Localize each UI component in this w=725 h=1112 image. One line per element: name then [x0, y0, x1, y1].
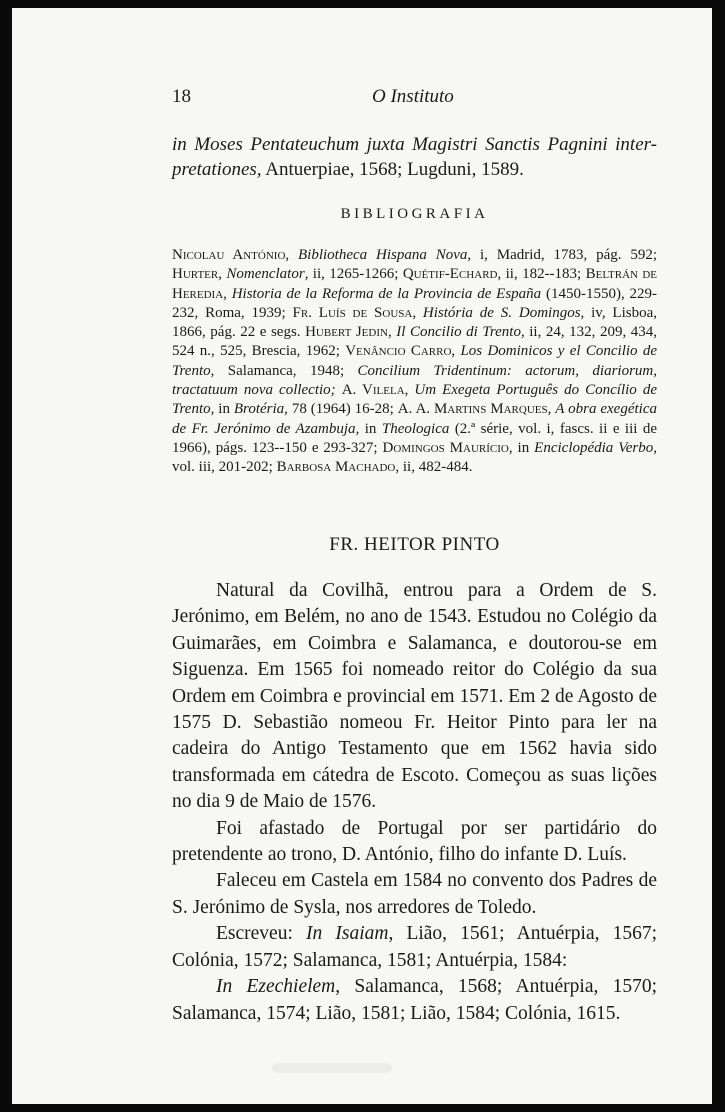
bib-title: Concilium Tridentinum: actorum, diariorum, tractatuum nova collectio; [172, 362, 657, 399]
works-title: In Ezechielem [216, 976, 336, 998]
bib-separator: , [395, 459, 403, 476]
bib-title: Bibliotheca Hispana Nova [298, 247, 468, 263]
continuation-title-line2: pretationes, [172, 159, 262, 180]
bib-separator: , [497, 266, 506, 283]
bib-details: (2.ª série, vol. i, fascs. ii e iii de 1966), págs. 123--150 e 293-327; [172, 420, 658, 456]
bib-details: , ii, 1265-1266; [304, 266, 403, 283]
bib-details: , 78 (1964) 16-28; [284, 401, 398, 418]
bibliography-text [172, 246, 657, 478]
bib-separator: , [547, 401, 556, 418]
bib-author: Hubert Jedin [305, 324, 388, 341]
bib-author: Hurter [172, 266, 219, 283]
biography-paragraph: Faleceu em Castela em 1584 no convento dos Padres de S. Jerónimo de Sysla, nos arredores de Toledo. [172, 870, 657, 918]
biography [172, 578, 657, 1027]
biography-paragraph: Natural da Covilhã, entrou para a Ordem de S. Jerónimo, em Belém, no ano de 1543. Estudou no Colégio da Guimarães, em Coimbra e Salamanca, e doutorou-se em Siguenza. Em 1565 foi nomeado reitor do Colégio da sua Ordem em Coimbra e provincial em 1571. Em 2 de Agosto de 1575 D. Sebastião nomeou Fr. Heitor Pinto para ler na cadeira do Antigo Testamento que em 1562 havia sido transformada em cátedra de Escoto. Começou as suas lições no dia 9 de Maio de 1576. [172, 580, 657, 813]
bib-title: Theologica [381, 420, 450, 437]
biography-paragraph: Foi afastado de Portugal por ser partidário do pretendente ao trono, D. António, filho do infante D. Luís. [172, 817, 657, 866]
works-title: In Isaiam [306, 923, 389, 945]
bib-details: ii, 482-484. [402, 459, 473, 476]
bib-title: A obra exegética de Fr. Jerónimo de Azambuja [172, 401, 657, 437]
bib-details: , iv, Lisboa, 1866, pág. 22 e segs. [172, 304, 657, 341]
bib-details: ii, 182--183; [505, 266, 586, 283]
bib-author: A. Vilela [341, 382, 405, 399]
bib-separator: , [404, 382, 415, 399]
bib-title: Il Concilio di Trento [396, 324, 521, 341]
bib-title: Nomenclator [226, 266, 305, 283]
bib-separator: , [412, 304, 423, 321]
bib-author: Beltrán de Heredia [172, 266, 658, 302]
bibliography-heading: BIBLIOGRAFIA [340, 206, 489, 222]
bib-details: , in [355, 420, 382, 437]
bib-title: Los Dominicos y el Concilio de Trento [172, 343, 657, 379]
continuation-imprint: Antuerpiae, 1568; Lugduni, 1589. [261, 159, 524, 180]
bib-details: , i, Madrid, 1783, pág. 592; [467, 247, 658, 263]
bib-author: A. A. Martins Marques [397, 401, 548, 418]
bib-title: Historia de la Reforma de la Provincia de España [231, 285, 542, 302]
bib-separator: , [285, 247, 299, 263]
page [12, 8, 712, 1104]
works-editions: , Lião, 1561; Antuérpia, 1567; Colónia, 1572; Salamanca, 1581; Antuérpia, 1584: [172, 923, 658, 971]
bib-title: História de S. Domingos [422, 304, 581, 321]
bib-title: Brotéria [233, 401, 285, 418]
bib-author: Nicolau António [172, 247, 286, 263]
bib-author: Barbosa Machado [276, 459, 396, 476]
section-heading: FR. HEITOR PINTO [329, 534, 500, 555]
works-paragraph [172, 921, 657, 974]
bib-author: Domingos Maurício [382, 439, 509, 456]
works-editions: , Salamanca, 1568; Antuérpia, 1570; Salamanca, 1574; Lião, 1581; Lião, 1584; Colónia, 1615. [172, 976, 657, 1024]
bib-details: , in [210, 401, 234, 418]
bib-details: (1450-1550), 229-232, Roma, 1939; [172, 285, 657, 321]
bib-title: Enciclopédia Verbo [534, 439, 654, 456]
bib-author: Quétif-Echard [402, 266, 498, 283]
bib-author: Venâncio Carro [345, 343, 452, 360]
bib-details: , vol. iii, 201-202; [172, 439, 658, 476]
works-lead: Escreveu: [216, 923, 306, 945]
bib-separator: , [223, 285, 232, 302]
bib-author: Fr. Luís de Sousa [292, 304, 413, 321]
bib-details: , ii, 24, 132, 209, 434, 524 n., 525, Brescia, 1962; [172, 324, 657, 360]
bib-title: Um Exegeta Português do Concílio de Trento [172, 382, 657, 418]
works-paragraph [172, 974, 657, 1027]
bib-separator: , [218, 266, 227, 283]
bib-separator: , in [508, 439, 535, 456]
continuation-title-line1: in Moses Pentateuchum juxta Magistri Sanctis Pagnini inter- [172, 134, 657, 155]
running-title: O Instituto [372, 86, 454, 107]
bib-separator: , [451, 343, 461, 360]
page-number: 18 [172, 86, 191, 107]
continuation-text [172, 132, 657, 182]
bib-details: , Salamanca, 1948; [210, 362, 358, 379]
scan-artifact [272, 1063, 392, 1073]
bib-separator: , [387, 324, 397, 341]
